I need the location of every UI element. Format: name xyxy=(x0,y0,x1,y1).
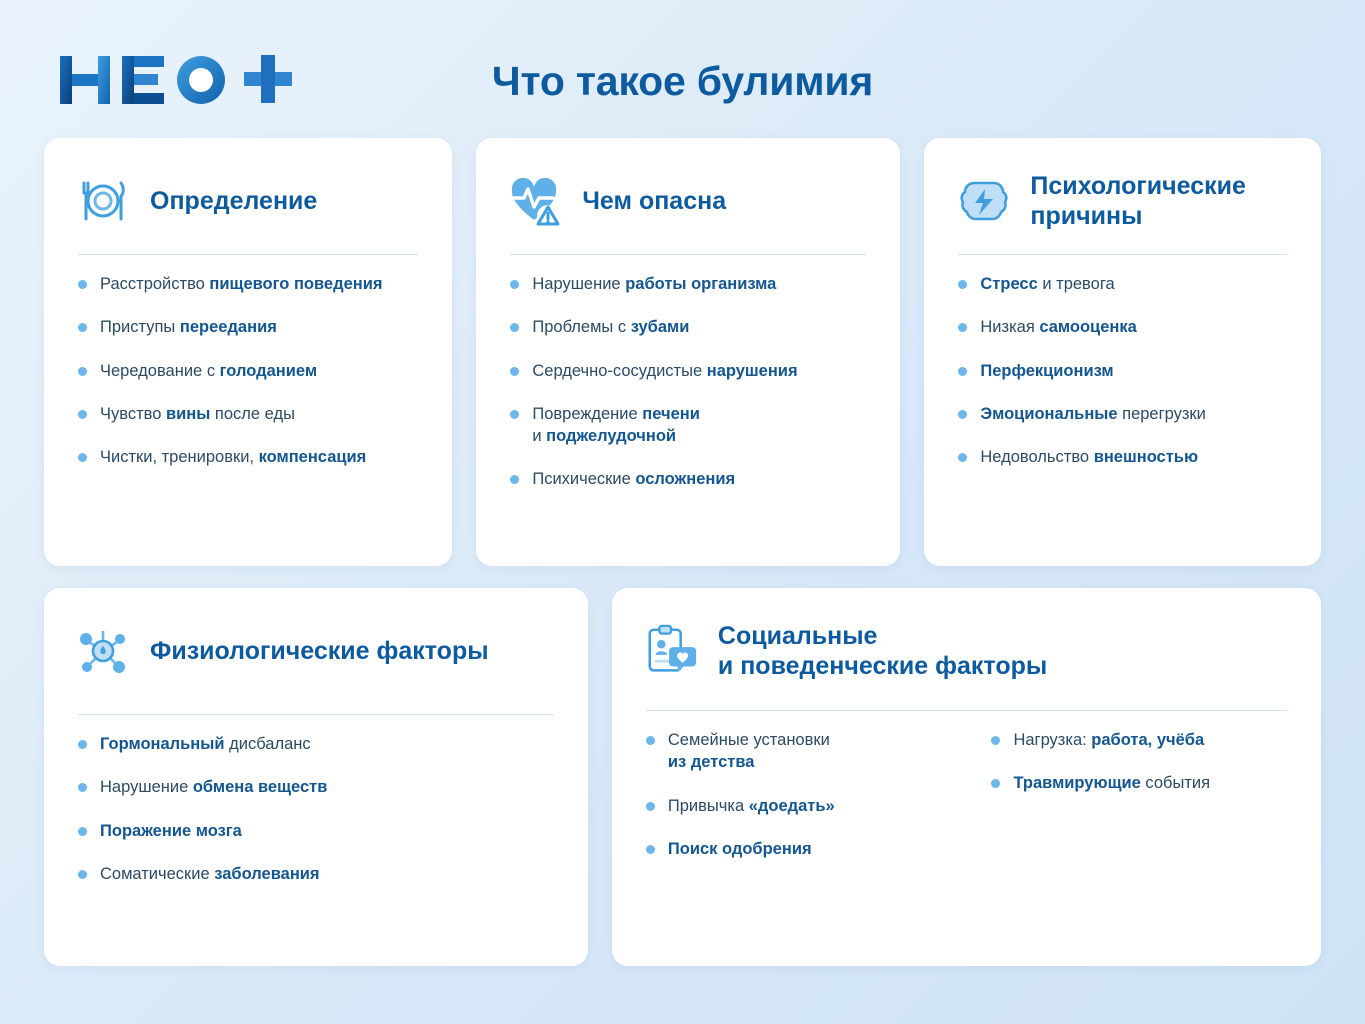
bullet-list xyxy=(506,273,870,491)
card-header xyxy=(74,164,422,238)
plate-cutlery-icon xyxy=(74,172,132,230)
card-physiological-factors xyxy=(44,588,588,966)
cards-row-top xyxy=(44,138,1321,566)
card-header xyxy=(74,614,558,688)
list-item: Недовольство внешностью xyxy=(954,446,1291,468)
bullet-list xyxy=(954,273,1291,468)
list-item: Сердечно-сосудистые нарушения xyxy=(506,360,870,382)
clipboard-chat-icon xyxy=(642,622,700,680)
card-social-behavioral-factors xyxy=(612,588,1321,966)
list-item: Чистки, тренировки, компенсация xyxy=(74,446,422,468)
divider xyxy=(958,254,1287,255)
brain-lightning-icon xyxy=(954,172,1012,230)
list-item: Семейные установки из детства xyxy=(642,729,946,774)
list-item: Травмирующие события xyxy=(987,772,1291,794)
list-item: Перфекционизм xyxy=(954,360,1291,382)
bullet-list xyxy=(74,733,558,885)
card-definition xyxy=(44,138,452,566)
list-item: Гормональный дисбаланс xyxy=(74,733,558,755)
list-item: Чередование с голоданием xyxy=(74,360,422,382)
divider xyxy=(510,254,866,255)
heart-pulse-warning-icon xyxy=(506,172,564,230)
bullet-columns xyxy=(642,729,1291,860)
list-item: Чувство вины после еды xyxy=(74,403,422,425)
divider xyxy=(78,254,418,255)
card-danger xyxy=(476,138,900,566)
card-psychological-causes xyxy=(924,138,1321,566)
cards-row-bottom xyxy=(44,588,1321,966)
card-title: Психологические причины xyxy=(1030,171,1246,230)
card-header xyxy=(506,164,870,238)
list-item: Привычка «доедать» xyxy=(642,795,946,817)
divider xyxy=(78,714,554,715)
list-item: Поиск одобрения xyxy=(642,838,946,860)
list-item: Нагрузка: работа, учёба xyxy=(987,729,1291,751)
list-item: Проблемы с зубами xyxy=(506,316,870,338)
card-title: Определение xyxy=(150,186,318,215)
list-item: Низкая самооценка xyxy=(954,316,1291,338)
bullet-list-right xyxy=(987,729,1291,860)
list-item: Повреждение печени и поджелудочной xyxy=(506,403,870,448)
card-title: Чем опасна xyxy=(582,186,727,215)
list-item: Соматические заболевания xyxy=(74,863,558,885)
list-item: Нарушение обмена веществ xyxy=(74,776,558,798)
list-item: Эмоциональные перегрузки xyxy=(954,403,1291,425)
card-header xyxy=(954,164,1291,238)
list-item: Поражение мозга xyxy=(74,820,558,842)
page-title: Что такое булимия xyxy=(491,58,874,104)
list-item: Психические осложнения xyxy=(506,468,870,490)
bullet-list-left xyxy=(642,729,946,860)
card-title: Социальные и поведенческие факторы xyxy=(717,621,1048,680)
list-item: Нарушение работы организма xyxy=(506,273,870,295)
list-item: Стресс и тревога xyxy=(954,273,1291,295)
bullet-list xyxy=(74,273,422,468)
list-item: Расстройство пищевого поведения xyxy=(74,273,422,295)
list-item: Приступы переедания xyxy=(74,316,422,338)
card-title: Физиологические факторы xyxy=(150,636,489,665)
divider xyxy=(646,710,1287,711)
molecule-icon xyxy=(74,622,132,680)
header xyxy=(44,34,1321,126)
card-header xyxy=(642,614,1291,688)
